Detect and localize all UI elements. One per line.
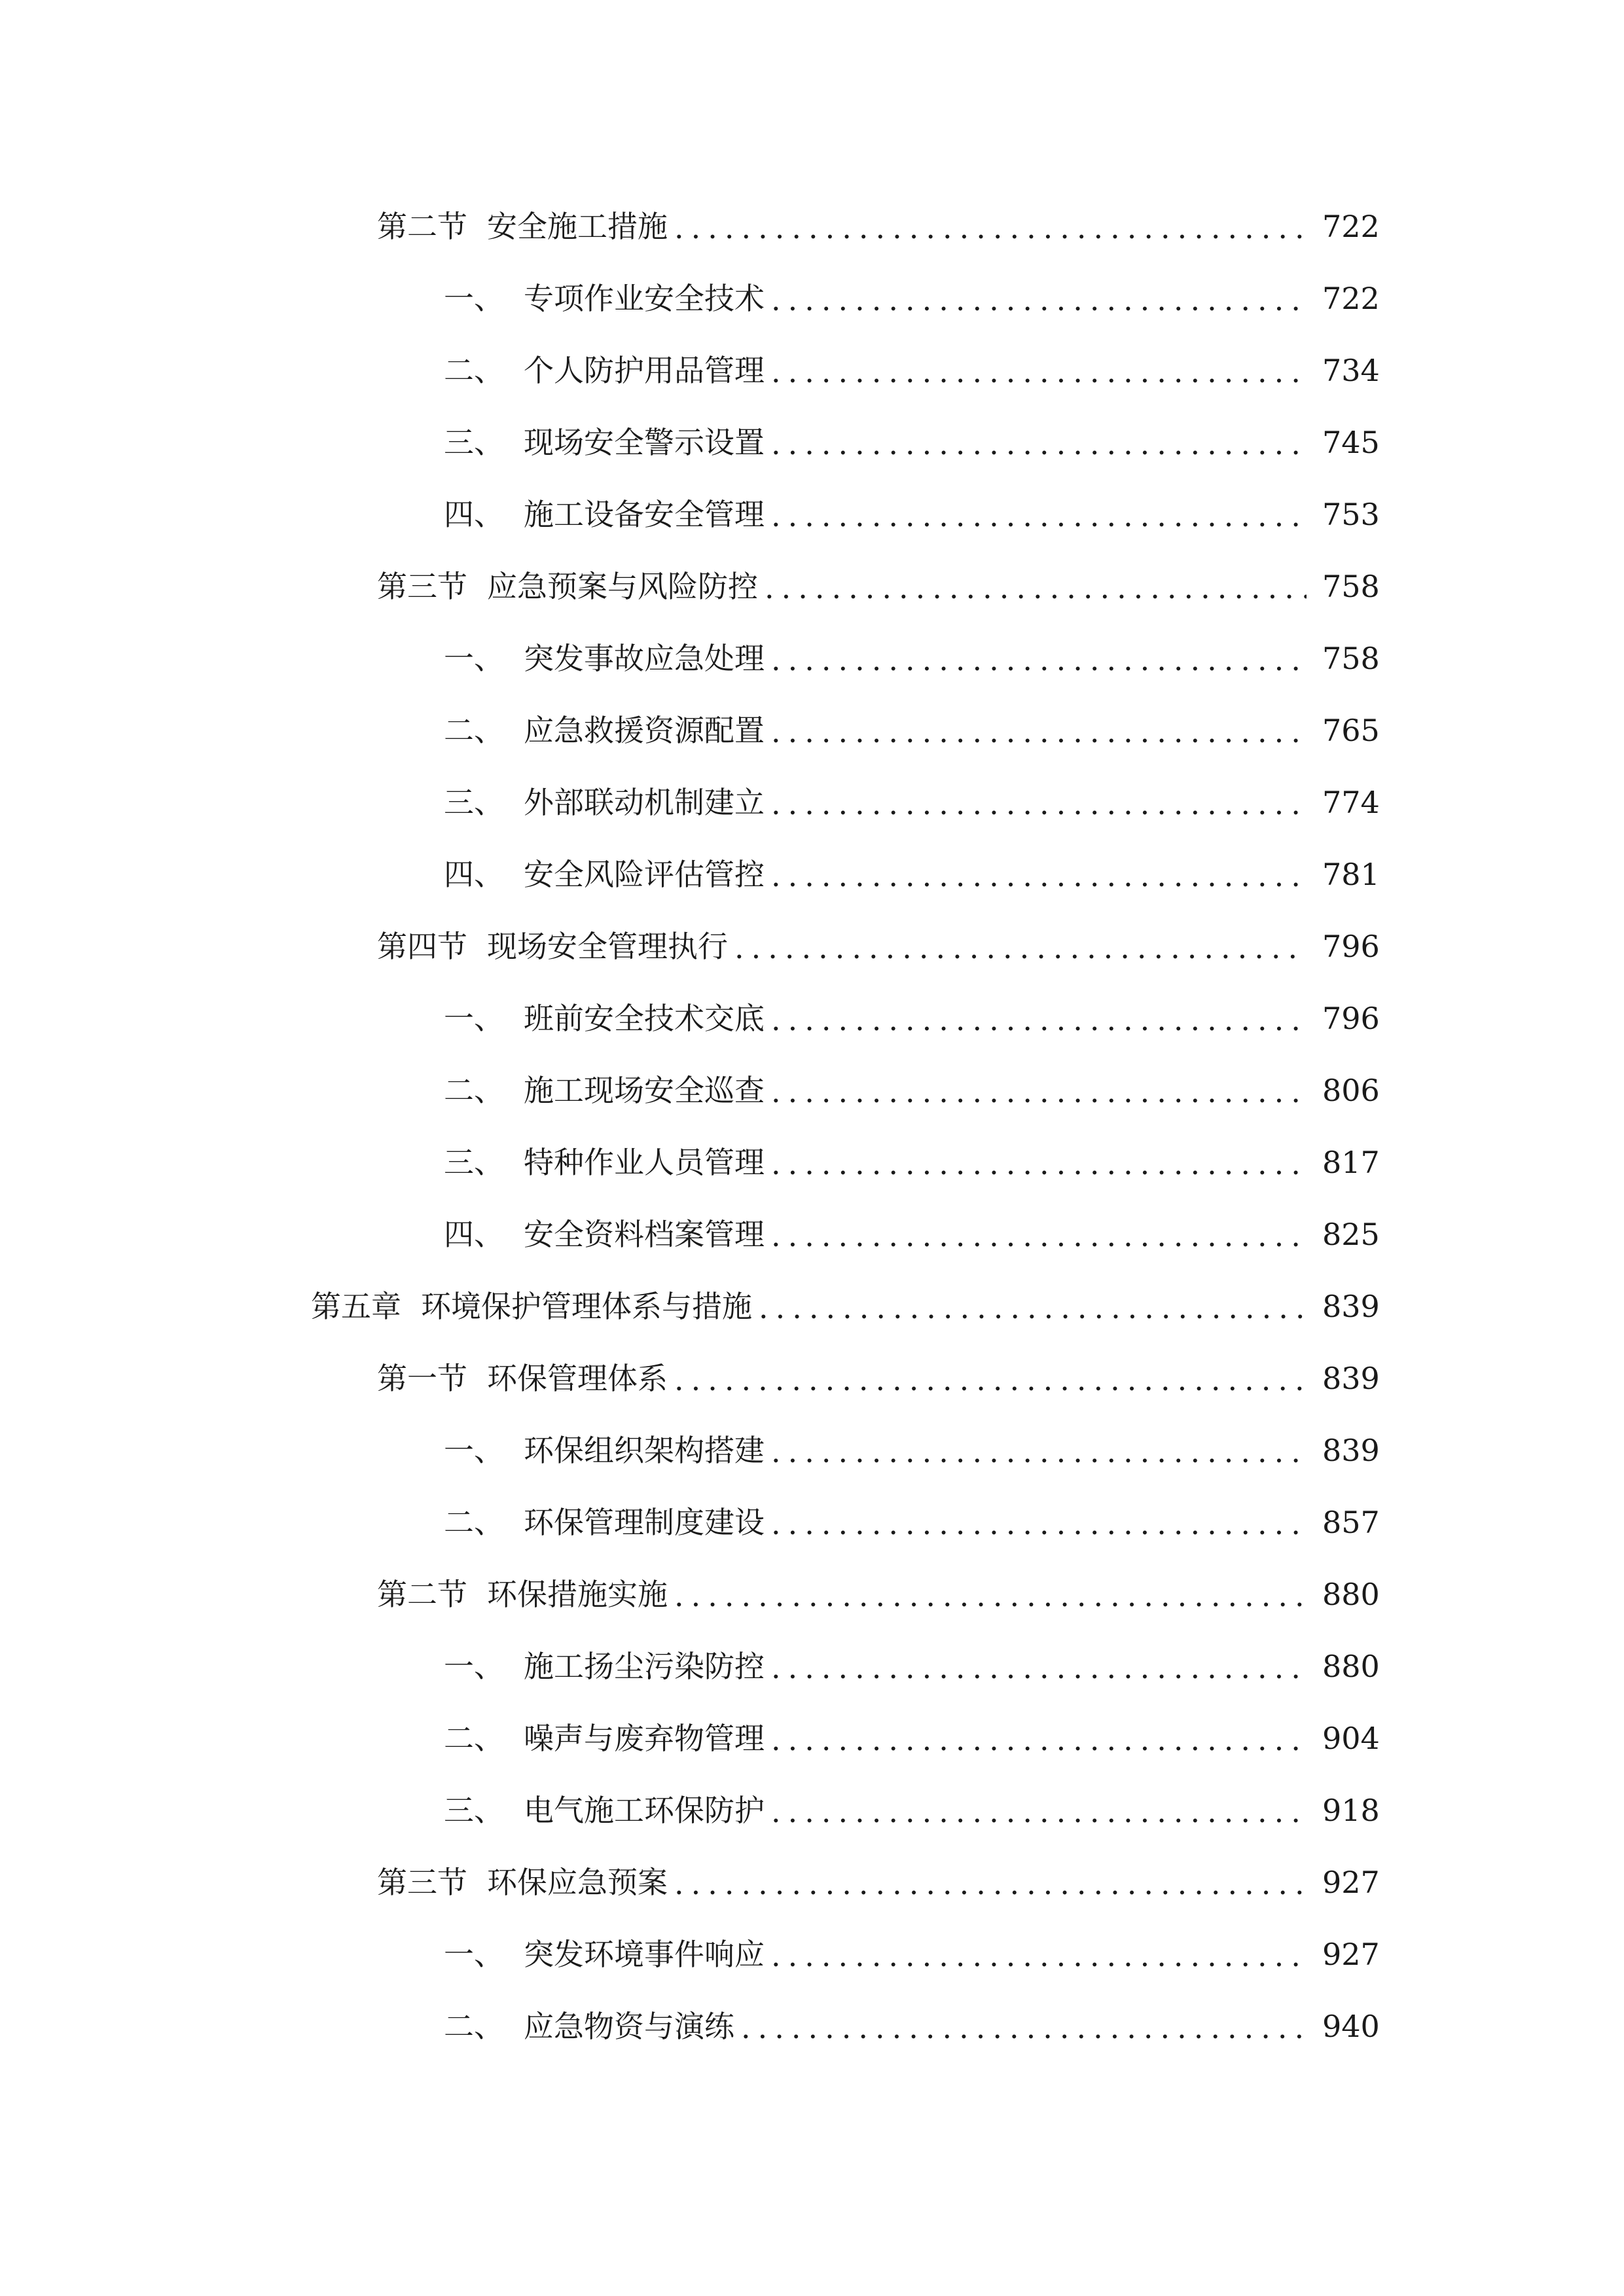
toc-entry-number: 第一节 (377, 1361, 467, 1396)
toc-entry-number: 一、 (444, 281, 504, 316)
toc-entry-page-number: 758 (1322, 569, 1380, 604)
toc-dot-leader (674, 1869, 1307, 1899)
toc-entry-item[interactable] (0, 1126, 1624, 1198)
toc-entry-page-number: 825 (1322, 1217, 1380, 1252)
toc-entry-page-number: 817 (1322, 1145, 1380, 1180)
toc-entry-title: 电气施工环保防护 (524, 1793, 765, 1828)
toc-entry-page-number: 918 (1322, 1793, 1380, 1828)
table-of-contents (0, 190, 1624, 2062)
toc-entry-item[interactable] (0, 1702, 1624, 1774)
toc-dot-leader (674, 1581, 1307, 1611)
toc-entry-page-number: 753 (1322, 497, 1380, 532)
toc-entry-number: 四、 (444, 1217, 504, 1252)
toc-entry-item[interactable] (0, 766, 1624, 838)
toc-entry-title: 施工设备安全管理 (524, 497, 765, 532)
toc-entry-title: 突发环境事件响应 (524, 1937, 765, 1972)
toc-entry-page-number: 781 (1322, 857, 1380, 892)
toc-entry-number: 二、 (444, 353, 504, 388)
toc-entry-title: 现场安全警示设置 (524, 425, 765, 460)
toc-dot-leader (765, 573, 1307, 603)
toc-entry-page-number: 857 (1322, 1505, 1380, 1540)
toc-entry-number: 二、 (444, 2009, 504, 2044)
toc-dot-leader (771, 285, 1307, 315)
toc-entry-item[interactable] (0, 622, 1624, 694)
toc-entry-number: 一、 (444, 1433, 504, 1468)
toc-entry-item[interactable] (0, 1414, 1624, 1486)
toc-entry-chapter[interactable] (0, 1270, 1624, 1342)
toc-entry-item[interactable] (0, 982, 1624, 1054)
toc-dot-leader (771, 501, 1307, 531)
toc-entry-section[interactable] (0, 1558, 1624, 1630)
toc-dot-leader (674, 1365, 1307, 1395)
toc-dot-leader (771, 1653, 1307, 1683)
toc-entry-title: 环境保护管理体系与措施 (421, 1289, 752, 1324)
toc-entry-page-number: 927 (1322, 1865, 1380, 1900)
toc-entry-page-number: 806 (1322, 1073, 1380, 1108)
toc-entry-number: 三、 (444, 1793, 504, 1828)
toc-entry-title: 安全风险评估管控 (524, 857, 765, 892)
toc-entry-item[interactable] (0, 838, 1624, 910)
toc-entry-number: 第三节 (377, 569, 467, 604)
toc-entry-item[interactable] (0, 1630, 1624, 1702)
toc-entry-title: 现场安全管理执行 (487, 929, 728, 964)
toc-entry-number: 一、 (444, 1001, 504, 1036)
toc-entry-number: 第二节 (377, 209, 467, 244)
toc-entry-page-number: 758 (1322, 641, 1380, 676)
toc-dot-leader (759, 1293, 1307, 1323)
toc-entry-section[interactable] (0, 1342, 1624, 1414)
toc-entry-page-number: 722 (1322, 281, 1380, 316)
toc-entry-item[interactable] (0, 694, 1624, 766)
toc-entry-number: 四、 (444, 857, 504, 892)
toc-dot-leader (771, 429, 1307, 459)
toc-dot-leader (771, 717, 1307, 747)
toc-entry-number: 二、 (444, 1505, 504, 1540)
toc-entry-page-number: 722 (1322, 209, 1380, 244)
toc-entry-number: 二、 (444, 1721, 504, 1756)
toc-entry-item[interactable] (0, 262, 1624, 334)
toc-entry-page-number: 839 (1322, 1361, 1380, 1396)
toc-dot-leader (771, 1221, 1307, 1251)
toc-entry-page-number: 774 (1322, 785, 1380, 820)
toc-entry-title: 突发事故应急处理 (524, 641, 765, 676)
toc-entry-page-number: 904 (1322, 1721, 1380, 1756)
toc-entry-page-number: 839 (1322, 1433, 1380, 1468)
toc-entry-title: 特种作业人员管理 (524, 1145, 765, 1180)
toc-entry-number: 第五章 (311, 1289, 401, 1324)
toc-entry-title: 环保措施实施 (487, 1577, 668, 1612)
toc-entry-page-number: 880 (1322, 1577, 1380, 1612)
toc-entry-page-number: 927 (1322, 1937, 1380, 1972)
toc-entry-title: 环保管理体系 (487, 1361, 668, 1396)
toc-dot-leader (771, 645, 1307, 675)
toc-entry-page-number: 765 (1322, 713, 1380, 748)
toc-entry-title: 应急物资与演练 (524, 2009, 734, 2044)
toc-entry-page-number: 880 (1322, 1649, 1380, 1684)
toc-entry-title: 个人防护用品管理 (524, 353, 765, 388)
toc-entry-item[interactable] (0, 1918, 1624, 1990)
toc-entry-item[interactable] (0, 1486, 1624, 1558)
toc-entry-section[interactable] (0, 190, 1624, 262)
toc-entry-section[interactable] (0, 1846, 1624, 1918)
toc-entry-title: 应急救援资源配置 (524, 713, 765, 748)
toc-dot-leader (771, 1941, 1307, 1971)
toc-entry-title: 班前安全技术交底 (524, 1001, 765, 1036)
toc-entry-number: 四、 (444, 497, 504, 532)
toc-dot-leader (741, 2013, 1307, 2043)
toc-dot-leader (771, 1509, 1307, 1539)
toc-entry-number: 一、 (444, 1937, 504, 1972)
toc-entry-title: 施工现场安全巡查 (524, 1073, 765, 1108)
toc-dot-leader (734, 933, 1307, 963)
toc-entry-item[interactable] (0, 406, 1624, 478)
toc-entry-section[interactable] (0, 550, 1624, 622)
toc-entry-title: 专项作业安全技术 (524, 281, 765, 316)
toc-dot-leader (674, 213, 1307, 243)
toc-dot-leader (771, 357, 1307, 387)
toc-entry-item[interactable] (0, 334, 1624, 406)
toc-entry-item[interactable] (0, 478, 1624, 550)
toc-entry-title: 环保管理制度建设 (524, 1505, 765, 1540)
toc-entry-title: 环保应急预案 (487, 1865, 668, 1900)
toc-dot-leader (771, 1077, 1307, 1107)
toc-dot-leader (771, 1149, 1307, 1179)
toc-entry-number: 二、 (444, 1073, 504, 1108)
toc-entry-number: 二、 (444, 713, 504, 748)
toc-entry-title: 环保组织架构搭建 (524, 1433, 765, 1468)
toc-entry-section[interactable] (0, 910, 1624, 982)
toc-entry-number: 一、 (444, 1649, 504, 1684)
toc-entry-number: 三、 (444, 425, 504, 460)
toc-entry-number: 第四节 (377, 929, 467, 964)
toc-entry-page-number: 839 (1322, 1289, 1380, 1324)
toc-dot-leader (771, 1437, 1307, 1467)
toc-entry-page-number: 796 (1322, 1001, 1380, 1036)
toc-entry-title: 噪声与废弃物管理 (524, 1721, 765, 1756)
toc-entry-number: 第三节 (377, 1865, 467, 1900)
toc-entry-title: 外部联动机制建立 (524, 785, 765, 820)
toc-entry-number: 第二节 (377, 1577, 467, 1612)
toc-dot-leader (771, 1005, 1307, 1035)
toc-dot-leader (771, 1797, 1307, 1827)
toc-dot-leader (771, 1725, 1307, 1755)
toc-entry-title: 应急预案与风险防控 (487, 569, 758, 604)
toc-entry-item[interactable] (0, 1054, 1624, 1126)
toc-entry-page-number: 796 (1322, 929, 1380, 964)
toc-entry-item[interactable] (0, 1774, 1624, 1846)
toc-dot-leader (771, 861, 1307, 891)
toc-entry-item[interactable] (0, 1990, 1624, 2062)
toc-entry-page-number: 745 (1322, 425, 1380, 460)
toc-entry-number: 三、 (444, 785, 504, 820)
toc-entry-title: 安全资料档案管理 (524, 1217, 765, 1252)
toc-entry-title: 施工扬尘污染防控 (524, 1649, 765, 1684)
toc-entry-page-number: 734 (1322, 353, 1380, 388)
toc-entry-number: 一、 (444, 641, 504, 676)
toc-entry-page-number: 940 (1322, 2009, 1380, 2044)
toc-entry-title: 安全施工措施 (487, 209, 668, 244)
toc-entry-item[interactable] (0, 1198, 1624, 1270)
toc-entry-number: 三、 (444, 1145, 504, 1180)
toc-dot-leader (771, 789, 1307, 819)
